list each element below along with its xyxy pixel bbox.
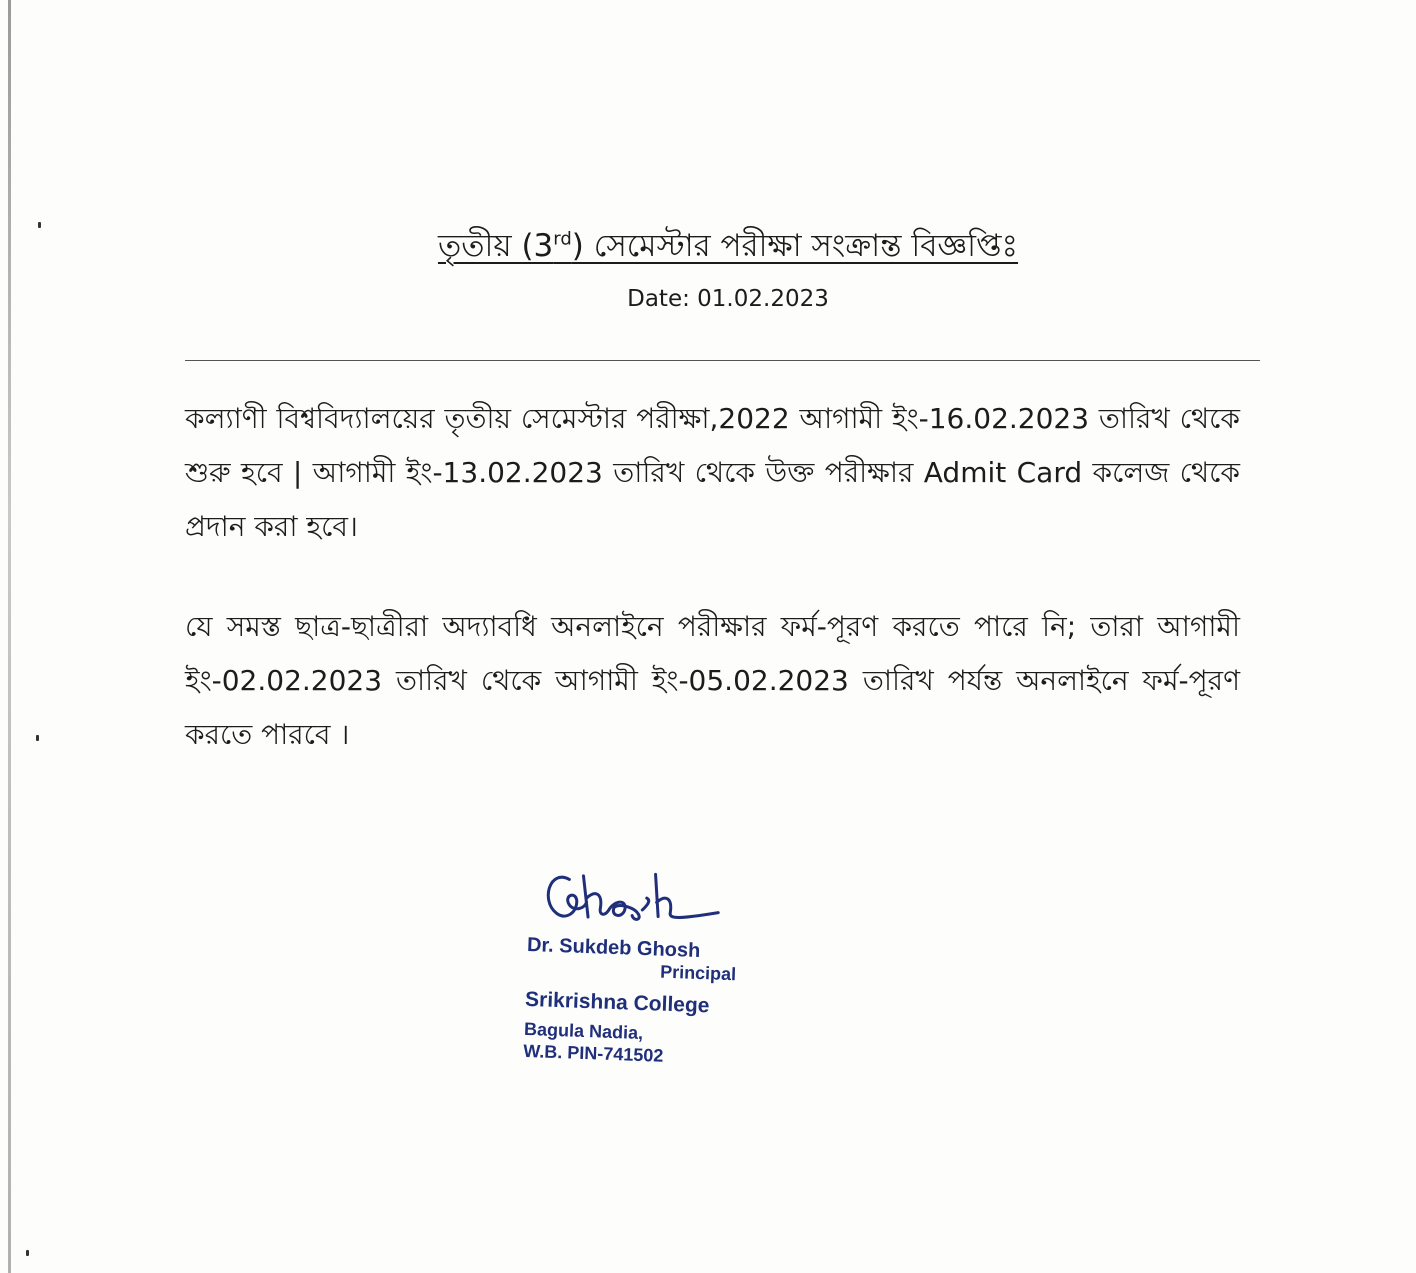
address-line-1: Bagula Nadia, [523,1018,644,1044]
header-divider [185,360,1260,361]
title-suffix: ) সেমেস্টার পরীক্ষা সংক্রান্ত বিজ্ঞপ্তিঃ [571,228,1019,264]
handwritten-signature [538,860,730,937]
address-line-2: W.B. PIN-741502 [522,1040,664,1066]
notice-title [438,222,1018,274]
notice-paragraph-exam-schedule: কল্যাণী বিশ্ববিদ্যালয়ের তৃতীয় সেমেস্টার পরীক্ষা,2022 আগামী ইং-16.02.2023 তারিখ থেকে শুরু হবে | আগামী ইং-13.02.2023 তারিখ থেকে উক্ত পরীক্ষার Admit Card কলেজ থেকে প্রদান করা হবে। [185,402,1240,543]
notice-date: Date: 01.02.2023 [627,286,829,312]
notice-paragraph-form-fillup: যে সমস্ত ছাত্র-ছাত্রীরা অদ্যাবধি অনলাইনে পরীক্ষার ফর্ম-পূরণ করতে পারে নি; তারা আগামী ইং-02.02.2023 তারিখ থেকে আগামী ইং-05.02.2023 তারিখ পর্যন্ত অনলাইনে ফর্ম-পূরণ করতে পারবে । [185,610,1240,751]
signatory-designation: Principal [659,961,737,985]
signatory-name: Dr. Sukdeb Ghosh [526,933,701,962]
paper-speck [26,1250,29,1256]
signatory-stamp [523,860,760,1070]
paper-speck [36,735,39,741]
title-superscript: rd [553,228,572,250]
page-edge [8,0,11,1273]
signatory-address [523,1018,754,1070]
title-prefix: তৃতীয় (3 [437,228,554,264]
notice-header [0,222,1416,312]
signatory-college: Srikrishna College [524,987,710,1018]
